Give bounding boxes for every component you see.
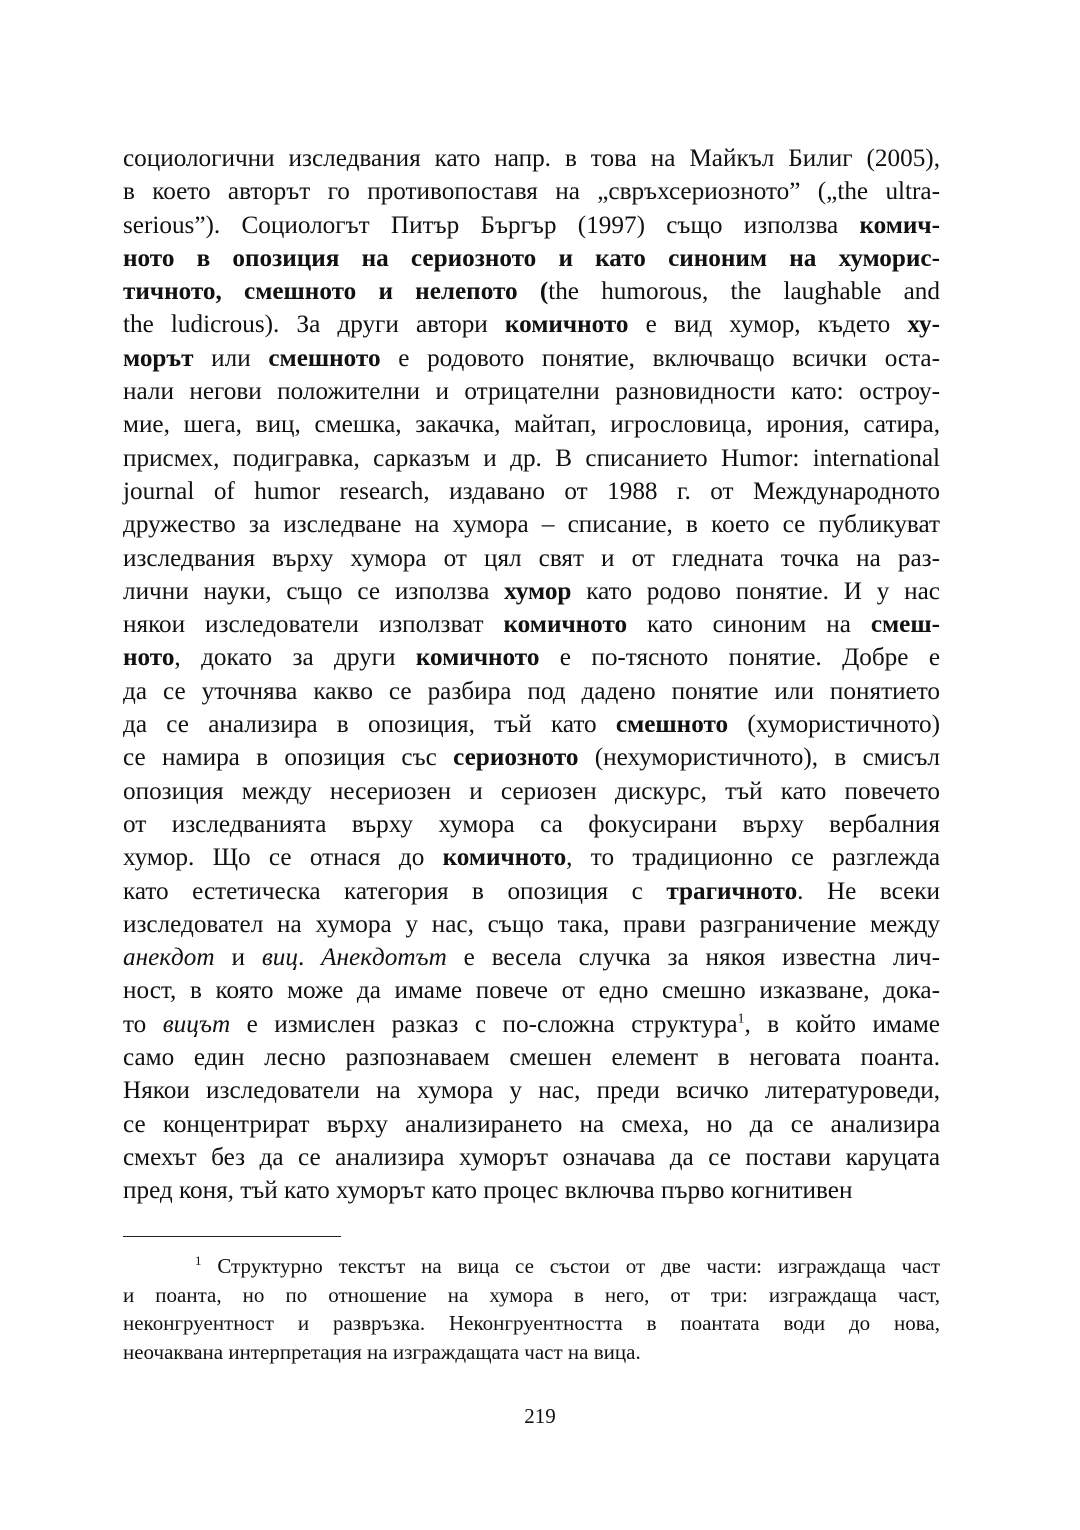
- text-run: да се уточнява какво се разбира под дадено понятие или понятието: [123, 677, 940, 705]
- bold-term: комичното: [442, 844, 567, 872]
- text-line: [123, 741, 940, 774]
- footnote-line: $^1$ Структурно текстът на вица се състои от две части: изграждаща част: [195, 1253, 941, 1278]
- bold-term: ху-: [907, 311, 940, 339]
- text-run: . Не всеки: [797, 877, 940, 905]
- text-run: като родово понятие. И у нас: [571, 577, 940, 605]
- footnote-separator: [123, 1236, 341, 1237]
- text-run: се намира в опозиция със: [123, 744, 454, 772]
- text-line: [123, 175, 940, 208]
- bold-term: трагичното: [666, 877, 798, 905]
- text-run: социологични изследвания като напр. в това на Майкъл Билиг (2005),: [123, 145, 940, 172]
- text-run: като естетическа категория в опозиция с: [123, 877, 667, 905]
- text-run: да се анализира в опозиция, тъй като: [123, 711, 616, 739]
- text-run: хумор. Що се отнася до: [123, 844, 443, 872]
- text-run: смехът без да се анализира хуморът означава да се постави каруцата: [123, 1143, 940, 1171]
- text-line: [123, 1141, 940, 1174]
- text-line: [123, 142, 940, 175]
- text-run: the ludicrous). За други автори: [123, 311, 505, 339]
- text-line: [123, 475, 940, 508]
- text-run: е по-тясното понятие. Добре е: [539, 644, 941, 672]
- text-line: [123, 608, 940, 641]
- text-line: [123, 442, 940, 475]
- text-run: пред коня, тъй като хуморът като процес включва първо когнитивен: [123, 1177, 853, 1205]
- text-run: , то традиционно се разглежда: [566, 844, 941, 872]
- text-line: [123, 875, 940, 908]
- text-run: е весела случка за някоя известна лич-: [446, 944, 940, 972]
- text-line: [123, 575, 940, 608]
- bold-term: комичното: [503, 611, 628, 639]
- text-line: [123, 675, 940, 708]
- text-line: [123, 1074, 940, 1107]
- text-line: [123, 308, 940, 341]
- text-line: [123, 542, 940, 575]
- page-number: 219: [524, 1404, 556, 1428]
- italic-term: Анекдотът: [321, 944, 447, 972]
- text-line: [123, 375, 940, 408]
- bold-term: сериозното: [453, 744, 579, 772]
- text-line: [123, 1174, 940, 1207]
- text-line: [123, 1041, 940, 1074]
- bold-term: смешното: [615, 711, 729, 739]
- text-run: се концентрират върху анализирането на смеха, но да се анализира: [123, 1110, 940, 1138]
- text-run: като синоним на: [627, 611, 871, 639]
- text-line: [123, 808, 940, 841]
- footnote-reference: 1: [737, 1011, 745, 1027]
- text-run: то: [123, 1010, 163, 1038]
- text-run: изследовател на хумора у нас, също така, прави разграничение между: [123, 910, 940, 938]
- text-run: , докато за други: [174, 644, 416, 672]
- text-run: е вид хумор, където: [628, 311, 908, 339]
- text-run: е измислен разказ с по-сложна структура: [230, 1010, 738, 1038]
- text-run: опозиция между несериозен и сериозен дискурс, тъй като повечето: [123, 777, 940, 805]
- footnote-line: и поанта, но по отношение на хумора в него, от три: изграждаща част,: [123, 1282, 940, 1307]
- text-run: мие, шега, виц, смешка, закачка, майтап, игрословица, ирония, сатира,: [123, 411, 940, 439]
- bold-term: хумор: [504, 577, 572, 605]
- bold-term: комичното: [504, 311, 629, 339]
- bold-term: комичното: [415, 644, 540, 672]
- text-run: the humorous, the laughable and: [548, 278, 940, 306]
- text-run: ност, в която може да имаме повече от едно смешно изказване, дока-: [123, 977, 940, 1005]
- footnote-line: неконгруентност и развръзка. Неконгруентността в поантата води до нова,: [123, 1311, 940, 1336]
- text-line: [123, 342, 940, 375]
- text-line: [123, 408, 940, 441]
- text-run: , в който имаме: [744, 1010, 940, 1038]
- text-run: и: [214, 944, 262, 972]
- text-line: [123, 708, 940, 741]
- text-run: (нехумористичното), в смисъл: [578, 744, 940, 772]
- text-line: [123, 941, 940, 974]
- text-run: serious”). Социологът Питър Бъргър (1997) също използва: [123, 211, 860, 239]
- text-line: [123, 1008, 940, 1041]
- text-run: Някои изследователи на хумора у нас, преди всичко литературоведи,: [123, 1077, 940, 1105]
- text-run: или: [193, 344, 269, 372]
- text-line: [123, 209, 940, 242]
- text-run: (хумористичното): [728, 711, 940, 739]
- text-line: [123, 242, 940, 275]
- text-run: лични науки, също се използва: [123, 577, 505, 605]
- text-run: присмех, подигравка, сарказъм и др. В списанието Humor: international: [123, 444, 940, 472]
- text-line: [123, 275, 940, 308]
- text-line: [123, 974, 940, 1007]
- italic-term: анекдот: [123, 944, 215, 972]
- text-run: в което авторът го противопоставя на „свръхсериозното” („the ultra-: [123, 178, 940, 206]
- text-run: дружество за изследване на хумора – списание, в което се публикуват: [123, 511, 940, 539]
- bold-term: морът: [123, 344, 194, 372]
- main-text: [123, 142, 940, 1208]
- footnote-line: неочаквана интерпретация на изграждащата част на вица.: [123, 1340, 641, 1365]
- text-run: изследвания върху хумора от цял свят и от гледната точка на раз-: [123, 544, 940, 572]
- footnote-marker: 1: [195, 1253, 202, 1268]
- text-line: [123, 508, 940, 541]
- text-run: е родовото понятие, включващо всички оста-: [380, 344, 940, 372]
- text-run: нали негови положителни и отрицателни разновидности като: остроу-: [123, 378, 940, 406]
- bold-term: ното в опозиция на сериозното и като синоним на хуморис-: [123, 244, 940, 272]
- italic-term: виц: [261, 944, 298, 972]
- text-run: от изследванията върху хумора са фокусирани върху вербалния: [123, 810, 940, 838]
- text-run: journal of humor research, издавано от 1988 г. от Международното: [123, 477, 940, 505]
- text-line: [123, 841, 940, 874]
- text-run: .: [297, 944, 322, 972]
- text-line: [123, 641, 940, 674]
- bold-term: комич-: [859, 211, 940, 239]
- text-line: [123, 775, 940, 808]
- italic-term: вицът: [162, 1010, 231, 1038]
- footnote: [123, 1252, 940, 1367]
- bold-term: смеш-: [870, 611, 940, 639]
- text-run: само един лесно разпознаваем смешен елемент в неговата поанта.: [123, 1044, 940, 1072]
- text-run: някои изследователи използват: [123, 611, 504, 639]
- text-line: [123, 1108, 940, 1141]
- text-line: [123, 908, 940, 941]
- bold-term: тичното, смешното и нелепото (: [123, 278, 549, 306]
- bold-term: смешното: [268, 344, 381, 372]
- bold-term: ното: [123, 644, 175, 672]
